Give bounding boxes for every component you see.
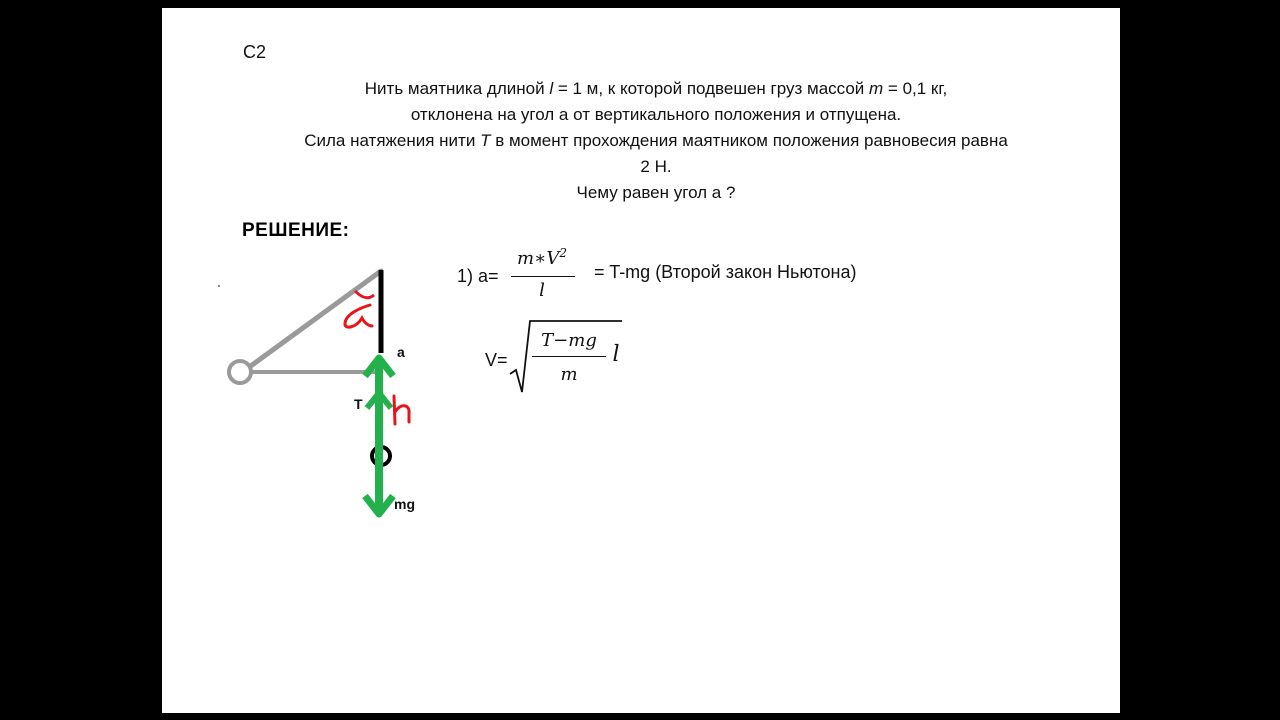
problem-id: С2	[243, 42, 267, 62]
angle-arc	[355, 291, 374, 298]
slide	[162, 8, 1120, 713]
solution-heading: РЕШЕНИЕ:	[242, 220, 350, 241]
equation-1-denominator: l	[539, 280, 545, 301]
label-T: T	[354, 396, 363, 412]
label-mg: mg	[394, 496, 415, 512]
equation-1-suffix: = T-mg (Второй закон Ньютона)	[594, 262, 857, 282]
equation-2-prefix: V=	[485, 350, 508, 370]
equation-2-numerator: T−mg	[541, 330, 597, 351]
label-a: a	[397, 344, 405, 360]
alpha-handwritten-icon	[345, 305, 372, 327]
problem-line-3: Сила натяжения нити T в момент прохождения маятником положения равновесия равна	[304, 131, 1008, 150]
pendulum-diagram	[162, 8, 1120, 713]
problem-line-5: Чему равен угол а ?	[576, 183, 736, 202]
h-handwritten-icon	[394, 396, 409, 424]
stray-dot	[218, 285, 220, 287]
equation-2-denominator: m	[560, 364, 578, 385]
problem-line-1: Нить маятника длиной l = 1 м, к которой подвешен груз массой m = 0,1 кг,	[364, 79, 948, 98]
equation-1-numerator: $m∗V^2$	[517, 246, 567, 269]
bob-circle	[229, 361, 251, 383]
equation-2-trailing-l: l	[612, 342, 620, 367]
problem-line-2: отклонена на угол а от вертикального положения и отпущена.	[410, 105, 902, 124]
equation-1-prefix: 1) a=	[457, 266, 499, 286]
problem-line-4: 2 Н.	[640, 157, 672, 176]
